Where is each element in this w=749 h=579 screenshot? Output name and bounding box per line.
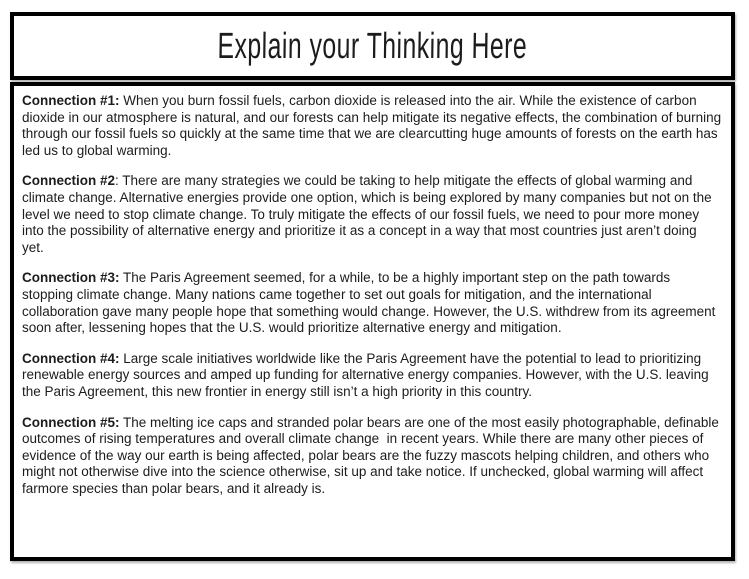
connection-3-label: Connection #3: (22, 270, 120, 286)
connection-paragraph-5 (22, 415, 722, 498)
connection-paragraph-1 (22, 93, 725, 159)
connection-1-label: Connection #1: (22, 93, 120, 108)
connection-4-label: Connection #4: (22, 350, 120, 366)
connection-5-text: The melting ice caps and stranded polar bears are one of the most easily photographable, definable outcomes of rising temperatures and overall climate change in recent years. While there are many other pieces of evidence of the way our earth is being affected, polar bears are the fuzzy mascots helping children, and others who might not otherwise dive into the science otherwise, sit up and take notice. If unchecked, global warming will affect farmore species than polar bears, and it already is. (22, 414, 723, 496)
connection-2-label: Connection #2 (22, 173, 116, 189)
connections-box (10, 82, 735, 561)
connection-1-text: When you burn fossil fuels, carbon dioxide is released into the air. While the existence of carbon dioxide in our atmosphere is natural, and our forests can help mitigate its negative effects, the combination of burning through our fossil fuels so quickly at the same time that we are clearcutting huge amounts of forests on the earth has led us to global warming. (22, 93, 725, 158)
connection-3-text: The Paris Agreement seemed, for a while, to be a highly important step on the path towards stopping climate change. Many nations came together to set out goals for mitigation, and the international collaboration gave many people hope that something would change. However, the U.S. withdrew from its agreement soon after, lessening hopes that the U.S. would prioritize alternative energy and mitigation. (22, 270, 720, 336)
connection-4-text: Large scale initiatives worldwide like the Paris Agreement have the potential to lead to prioritizing renewable energy sources and amped up funding for alternative energy companies. However, with the U.S. leaving the Paris Agreement, this new frontier in energy still isn’t a high priority in this country. (22, 350, 713, 399)
connection-paragraph-4 (22, 351, 722, 401)
title-box (10, 12, 735, 80)
connection-paragraph-3 (22, 270, 722, 336)
page-title: Explain your Thinking Here (217, 25, 528, 66)
connection-5-label: Connection #5: (22, 414, 120, 430)
worksheet-sheet (10, 12, 735, 561)
connection-2-text: : There are many strategies we could be taking to help mitigate the effects of global warming and climate change. Alternative energies provide one option, which is being explored by many companies but not on the level we need to stop climate change. To truly mitigate the effects of our fossil fuels, we need to pour more money into the possibility of alternative energy and prioritize it as a concept in a way that most countries just aren’t doing yet. (22, 173, 716, 255)
connection-paragraph-2 (22, 173, 722, 256)
